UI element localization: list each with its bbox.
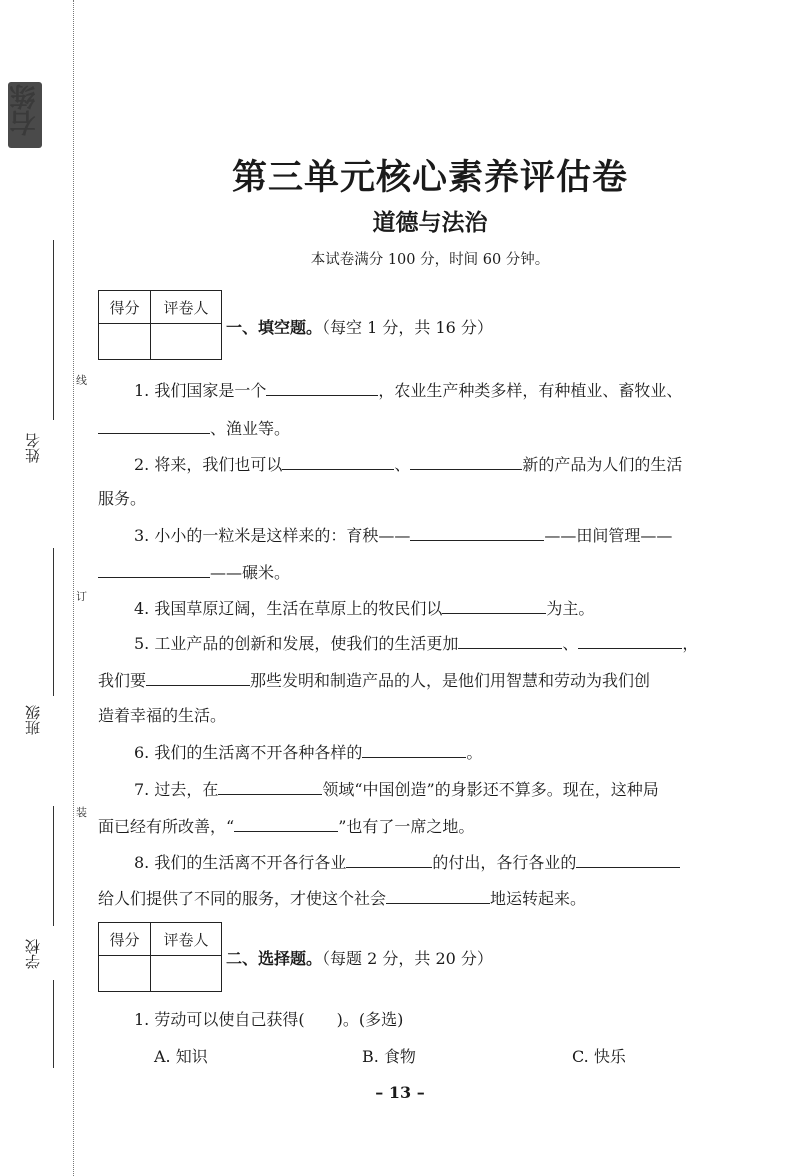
- section-1-points: （每空 1 分，共 16 分）: [322, 318, 493, 337]
- score-box-1: [98, 290, 222, 360]
- q8-line-1: 8. 我们的生活离不开各行各业 的付出，各行各业的: [134, 850, 740, 874]
- q3-blank-2[interactable]: [98, 560, 210, 578]
- q1-line-2: 、渔业等。: [98, 416, 740, 440]
- binding-mark-zhuang: 装: [76, 806, 87, 819]
- name-label: 姓名: [24, 433, 42, 463]
- q7-line-2: 面已经有所改善，“ ”也有了一席之地。: [98, 814, 740, 838]
- q3-blank-1[interactable]: [410, 523, 544, 541]
- class-field: [22, 548, 62, 748]
- q8-blank-2[interactable]: [576, 850, 680, 868]
- q5-blank-1[interactable]: [458, 631, 562, 649]
- score-box-2: [98, 922, 222, 992]
- class-line: [53, 548, 54, 696]
- s2-q1-option-b[interactable]: B. 食物: [362, 1047, 416, 1066]
- q5-line-1: 5. 工业产品的创新和发展，使我们的生活更加 、 ，: [134, 631, 740, 655]
- section-1-heading: 一、填空题。（每空 1 分，共 16 分）: [226, 318, 493, 337]
- q8-line-2: 给人们提供了不同的服务，才使这个社会 地运转起来。: [98, 886, 740, 910]
- q4-blank[interactable]: [442, 596, 546, 614]
- q2-line-2: 服务。: [98, 489, 147, 508]
- binding-mark-xian: 线: [76, 374, 87, 387]
- q1-line-1: 1. 我们国家是一个 ，农业生产种类多样，有种植业、畜牧业、: [134, 378, 740, 402]
- school-field: [22, 806, 62, 1068]
- q4-line: 4. 我国草原辽阔，生活在草原上的牧民们以 为主。: [134, 596, 740, 620]
- q5-line-3: 造着幸福的生活。: [98, 706, 227, 725]
- brand-logo-text: 左记: [10, 150, 40, 200]
- score-label: 得分: [109, 299, 140, 317]
- binding-dotted-line: [73, 0, 74, 1176]
- q1-blank-2[interactable]: [98, 416, 210, 434]
- page-number: – 13 –: [375, 1083, 425, 1102]
- q7-blank-1[interactable]: [218, 777, 322, 795]
- q1-blank-1[interactable]: [266, 378, 378, 396]
- s2-q1-stem: 1. 劳动可以使自己获得( )。(多选): [134, 1010, 404, 1029]
- q5-blank-2[interactable]: [578, 631, 682, 649]
- section-2-heading: 二、选择题。（每题 2 分，共 20 分）: [226, 949, 493, 968]
- brand-logo-text-secondary: 右练: [10, 84, 40, 136]
- score-label: 得分: [109, 931, 140, 949]
- q7-line-1: 7. 过去，在 领域“中国创造”的身影还不算多。现在，这种局: [134, 777, 740, 801]
- exam-note: 本试卷满分 100 分，时间 60 分钟。: [310, 252, 550, 268]
- q7-blank-2[interactable]: [234, 814, 338, 832]
- q2-blank-2[interactable]: [410, 452, 522, 470]
- class-label: 班级: [24, 705, 42, 735]
- grader-label: 评卷人: [163, 931, 209, 949]
- exam-subject: 道德与法治: [372, 210, 488, 236]
- section-2-points: （每题 2 分，共 20 分）: [322, 949, 493, 968]
- q3-line-2: ——碾米。: [98, 560, 740, 584]
- q2-line-1: 2. 将来，我们也可以 、 新的产品为人们的生活: [134, 452, 740, 476]
- binding-mark-ding: 订: [76, 590, 87, 603]
- name-line: [53, 240, 54, 420]
- q2-blank-1[interactable]: [282, 452, 394, 470]
- grader-label: 评卷人: [163, 299, 209, 317]
- exam-title: 第三单元核心素养评估卷: [231, 157, 628, 198]
- s2-q1-option-a[interactable]: A. 知识: [154, 1047, 208, 1066]
- school-line-upper: [53, 806, 54, 926]
- q6-line: 6. 我们的生活离不开各种各样的 。: [134, 740, 740, 764]
- q5-line-2: 我们要 那些发明和制造产品的人，是他们用智慧和劳动为我们创: [98, 668, 740, 692]
- school-label: 学校: [24, 939, 42, 969]
- q3-line-1: 3. 小小的一粒米是这样来的：育秧—— ——田间管理——: [134, 523, 740, 547]
- q8-blank-1[interactable]: [346, 850, 432, 868]
- name-field: [22, 240, 62, 480]
- q5-blank-3[interactable]: [146, 668, 250, 686]
- q6-blank[interactable]: [362, 740, 466, 758]
- school-line: [53, 980, 54, 1068]
- s2-q1-option-c[interactable]: C. 快乐: [572, 1047, 626, 1066]
- q8-blank-3[interactable]: [386, 886, 490, 904]
